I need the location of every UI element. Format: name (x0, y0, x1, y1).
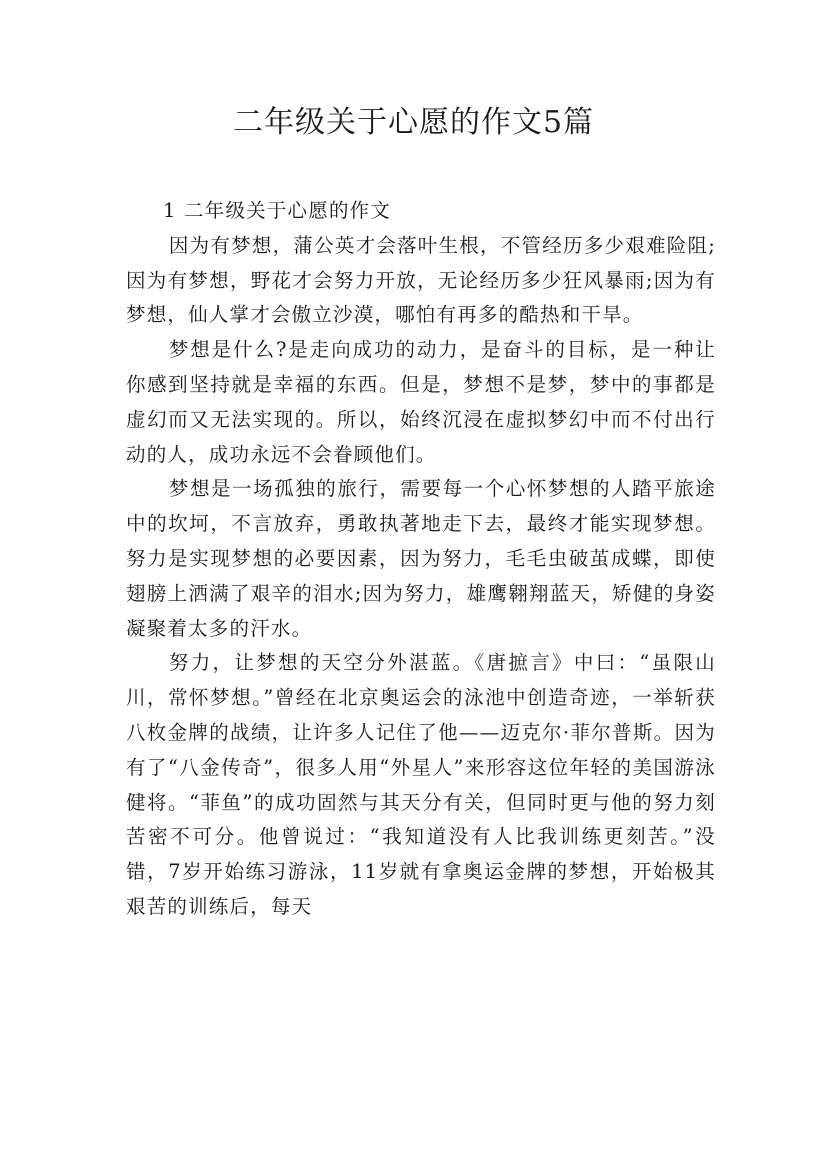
document-body (126, 194, 716, 925)
document-title: 二年级关于心愿的作文5篇 (232, 105, 595, 140)
paragraph: 努力，让梦想的天空分外湛蓝。《唐摭言》中曰：“虽限山川，常怀梦想。”曾经在北京奥运会的泳池中创造奇迹，一举斩获八枚金牌的战绩，让许多人记住了他——迈克尔·菲尔普斯。因为有了“八金传奇”，很多人用“外星人”来形容这位年轻的美国游泳健将。“菲鱼”的成功固然与其天分有关，但同时更与他的努力刻苦密不可分。他曾说过：“我知道没有人比我训练更刻苦。”没错，7岁开始练习游泳，11岁就有拿奥运金牌的梦想，开始极其艰苦的训练后，每天 (126, 651, 716, 918)
paragraph: 梦想是什么?是走向成功的动力，是奋斗的目标，是一种让你感到坚持就是幸福的东西。但是，梦想不是梦，梦中的事都是虚幻而又无法实现的。所以，始终沉浸在虚拟梦幻中而不付出行动的人，成功永远不会眷顾他们。 (126, 338, 716, 466)
paragraph: 因为有梦想，蒲公英才会落叶生根，不管经历多少艰难险阻;因为有梦想，野花才会努力开放，无论经历多少狂风暴雨;因为有梦想，仙人掌才会傲立沙漠，哪怕有再多的酷热和干旱。 (126, 233, 716, 327)
paragraph: 梦想是一场孤独的旅行，需要每一个心怀梦想的人踏平旅途中的坎坷，不言放弃，勇敢执著地走下去，最终才能实现梦想。努力是实现梦想的必要因素，因为努力，毛毛虫破茧成蝶，即使翅膀上洒满了艰辛的泪水;因为努力，雄鹰翱翔蓝天，矫健的身姿凝聚着太多的汗水。 (126, 477, 716, 640)
section-heading: 1 二年级关于心愿的作文 (163, 199, 392, 222)
